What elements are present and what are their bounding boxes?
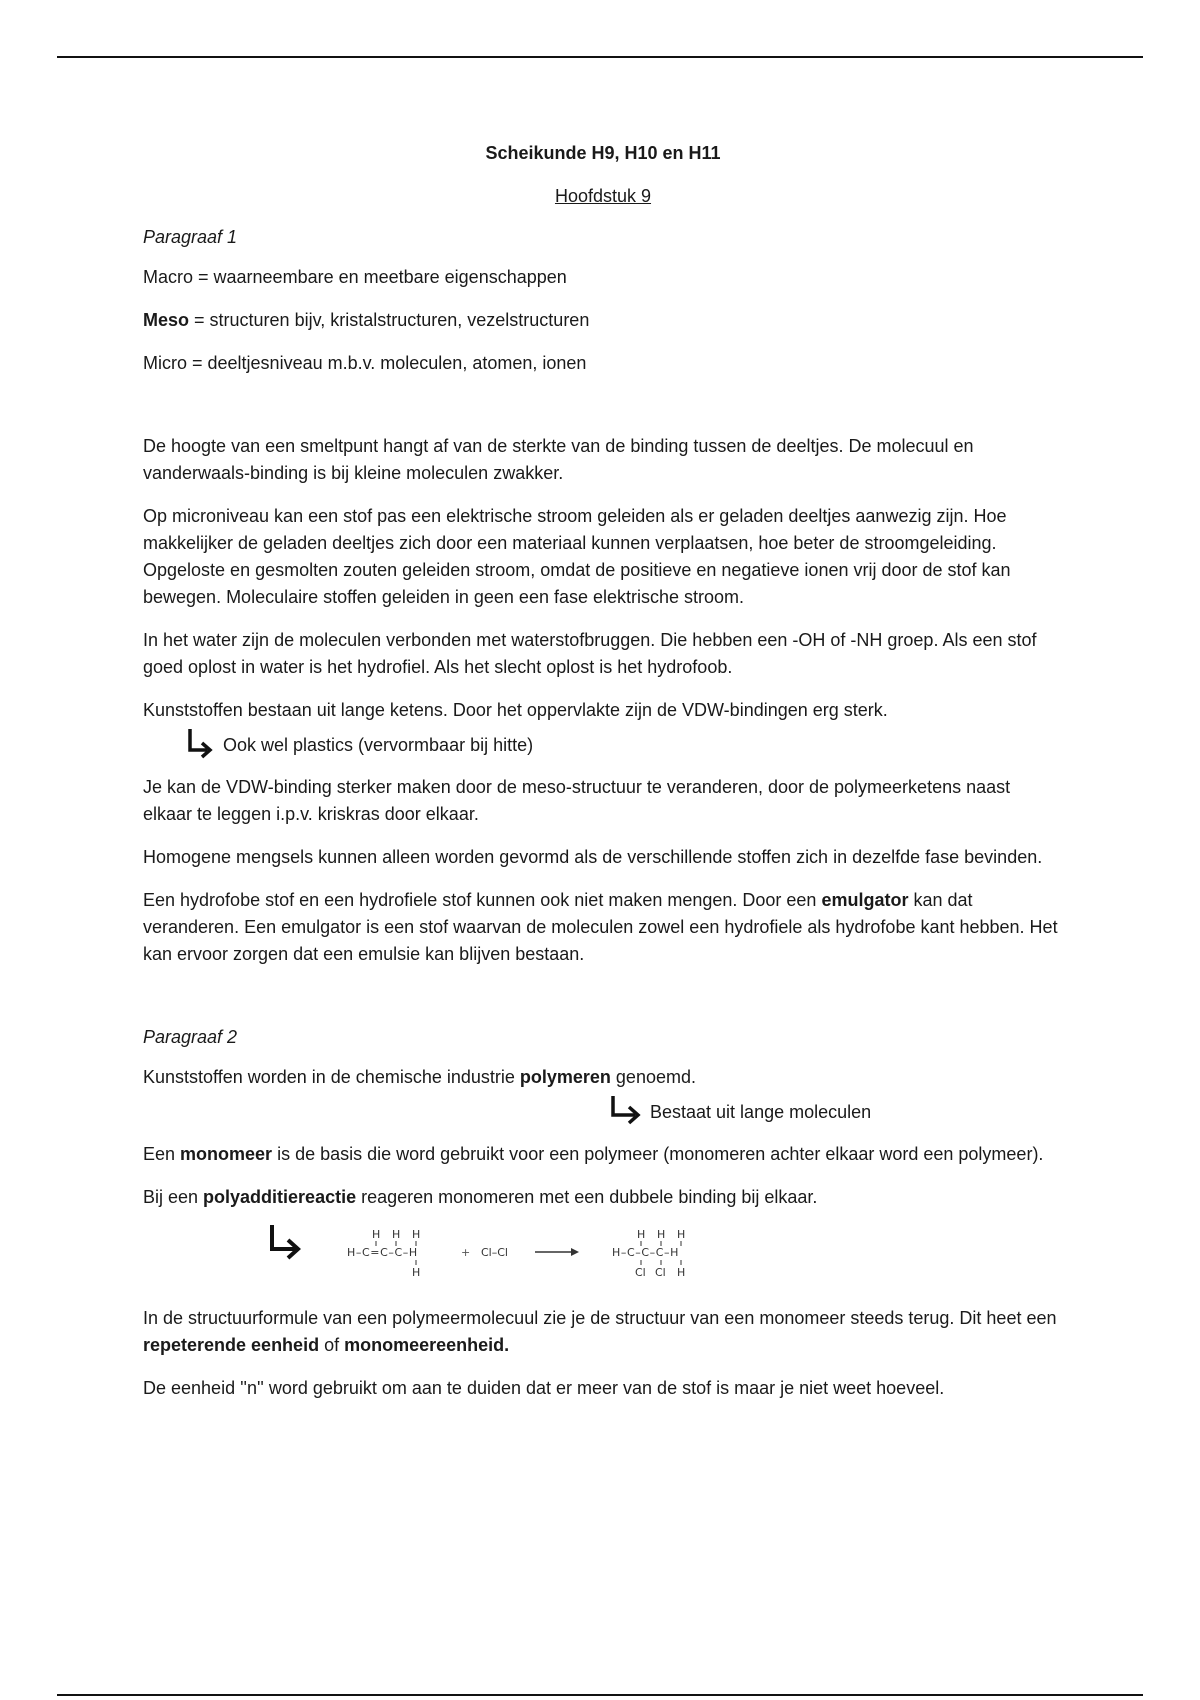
paragraph-water: In het water zijn de moleculen verbonden met waterstofbruggen. Die hebben een -OH of -NH groep. Als een stof goed oplost in water is het hydrofiel. Als het slecht oplost is het hydrofoob.	[143, 630, 1037, 677]
paragraph-homogeen: Homogene mengsels kunnen alleen worden gevormd als de verschillende stoffen zich in dezelfde fase bevinden.	[143, 847, 1043, 867]
monomeereenheid-term: monomeereenheid.	[344, 1335, 510, 1355]
document-title: Scheikunde H9, H10 en H11	[485, 143, 721, 163]
reaction-formula	[143, 1219, 743, 1291]
h-atom: H	[392, 1228, 401, 1241]
meso-text: = structuren bijv, kristalstructuren, vezelstructuren	[189, 310, 590, 330]
turn-arrow-icon	[185, 726, 215, 760]
turn-arrow-icon	[272, 1225, 298, 1258]
note-moleculen-text: Bestaat uit lange moleculen	[650, 1102, 872, 1122]
paragraph-monomeer: Een monomeer is de basis die word gebruikt voor een polymeer (monomeren achter elkaar word een polymeer).	[143, 1144, 1044, 1164]
meso-term: Meso	[143, 310, 190, 330]
product-structure	[612, 1228, 685, 1279]
paragraph-eenheid-n: De eenheid ''n'' word gebruikt om aan te duiden dat er meer van de stof is maar je niet weet hoeveel.	[143, 1378, 945, 1398]
micro-definition: Micro = deeltjesniveau m.b.v. moleculen, atomen, ionen	[143, 353, 587, 373]
paragraph-vdw: Je kan de VDW-binding sterker maken door de meso-structuur te veranderen, door de polymeerketens naast elkaar te leggen i.p.v. kriskras door elkaar.	[143, 777, 1011, 824]
monomeer-term: monomeer	[180, 1144, 273, 1164]
paragraph-stroom: Op microniveau kan een stof pas een elektrische stroom geleiden als er geladen deeltjes aanwezig zijn. Hoe makkelijker de geladen deeltjes zich door een materiaal kunnen verplaatsen, hoe beter de stroomgeleiding. Opgeloste en gesmolten zouten geleiden stroom, omdat de positieve en negatieve ionen vrij door de stof kan bewegen. Moleculaire stoffen geleiden in geen een fase elektrische stroom.	[143, 506, 1011, 607]
h-atom: H	[677, 1266, 686, 1279]
meso-definition	[143, 307, 1063, 334]
h-atom: H	[657, 1228, 666, 1241]
polymeren-term: polymeren	[519, 1067, 611, 1087]
h-atom: H	[372, 1228, 381, 1241]
h-atom: H	[412, 1266, 421, 1279]
h-atom: H	[412, 1228, 421, 1241]
chapter-heading: Hoofdstuk 9	[554, 186, 652, 206]
h-atom: H	[637, 1228, 646, 1241]
paragraph-smeltpunt: De hoogte van een smeltpunt hangt af van de sterkte van de binding tussen de deeltjes. De molecuul en vanderwaals-binding is bij kleine moleculen zwakker.	[143, 436, 974, 483]
paragraph-polymeren: Kunststoffen worden in de chemische industrie polymeren genoemd.	[143, 1067, 696, 1087]
paragraph-emulgator: Een hydrofobe stof en een hydrofiele stof kunnen ook niet maken mengen. Door een emulgator kan dat veranderen. Een emulgator is een stof waarvan de moleculen zowel een hydrofiele als hydrofobe kant hebben. Het kan ervoor zorgen dat een emulsie kan blijven bestaan.	[143, 890, 1058, 964]
chlorine-reagent: Cl–Cl	[481, 1246, 508, 1259]
monomer-chain: H–C=C–C–H	[347, 1246, 418, 1259]
h-atom: H	[677, 1228, 686, 1241]
product-chain: H–C–C–C–H	[612, 1246, 679, 1259]
cl-atom: Cl	[635, 1266, 646, 1279]
plus-sign: +	[461, 1246, 471, 1259]
turn-arrow-icon	[607, 1093, 645, 1127]
cl-atom: Cl	[655, 1266, 666, 1279]
reaction-arrow-icon	[535, 1248, 579, 1256]
repeterende-eenheid-term: repeterende eenheid	[143, 1335, 320, 1355]
note-plastics	[143, 732, 1063, 760]
polyadditie-term: polyadditiereactie	[203, 1187, 357, 1207]
reaction-diagram	[143, 1219, 1063, 1291]
section-heading-2: Paragraaf 2	[143, 1027, 238, 1047]
emulgator-term: emulgator	[821, 890, 909, 910]
monomer-structure	[347, 1228, 420, 1279]
paragraph-kunststof: Kunststoffen bestaan uit lange ketens. Door het oppervlakte zijn de VDW-bindingen erg sterk.	[143, 700, 888, 720]
section-heading-1: Paragraaf 1	[143, 227, 238, 247]
paragraph-structuur: In de structuurformule van een polymeermolecuul zie je de structuur van een monomeer steeds terug. Dit heet een repeterende eenheid of monomeereenheid.	[143, 1308, 1057, 1355]
note-plastics-text: Ook wel plastics (vervormbaar bij hitte)	[223, 735, 534, 755]
paragraph-polyadditie: Bij een polyadditiereactie reageren monomeren met een dubbele binding bij elkaar.	[143, 1187, 818, 1207]
note-moleculen	[143, 1099, 1063, 1127]
macro-definition: Macro = waarneembare en meetbare eigenschappen	[143, 267, 567, 287]
top-rule	[57, 56, 1143, 58]
document-body	[143, 140, 1063, 1418]
bottom-rule	[57, 1694, 1143, 1696]
